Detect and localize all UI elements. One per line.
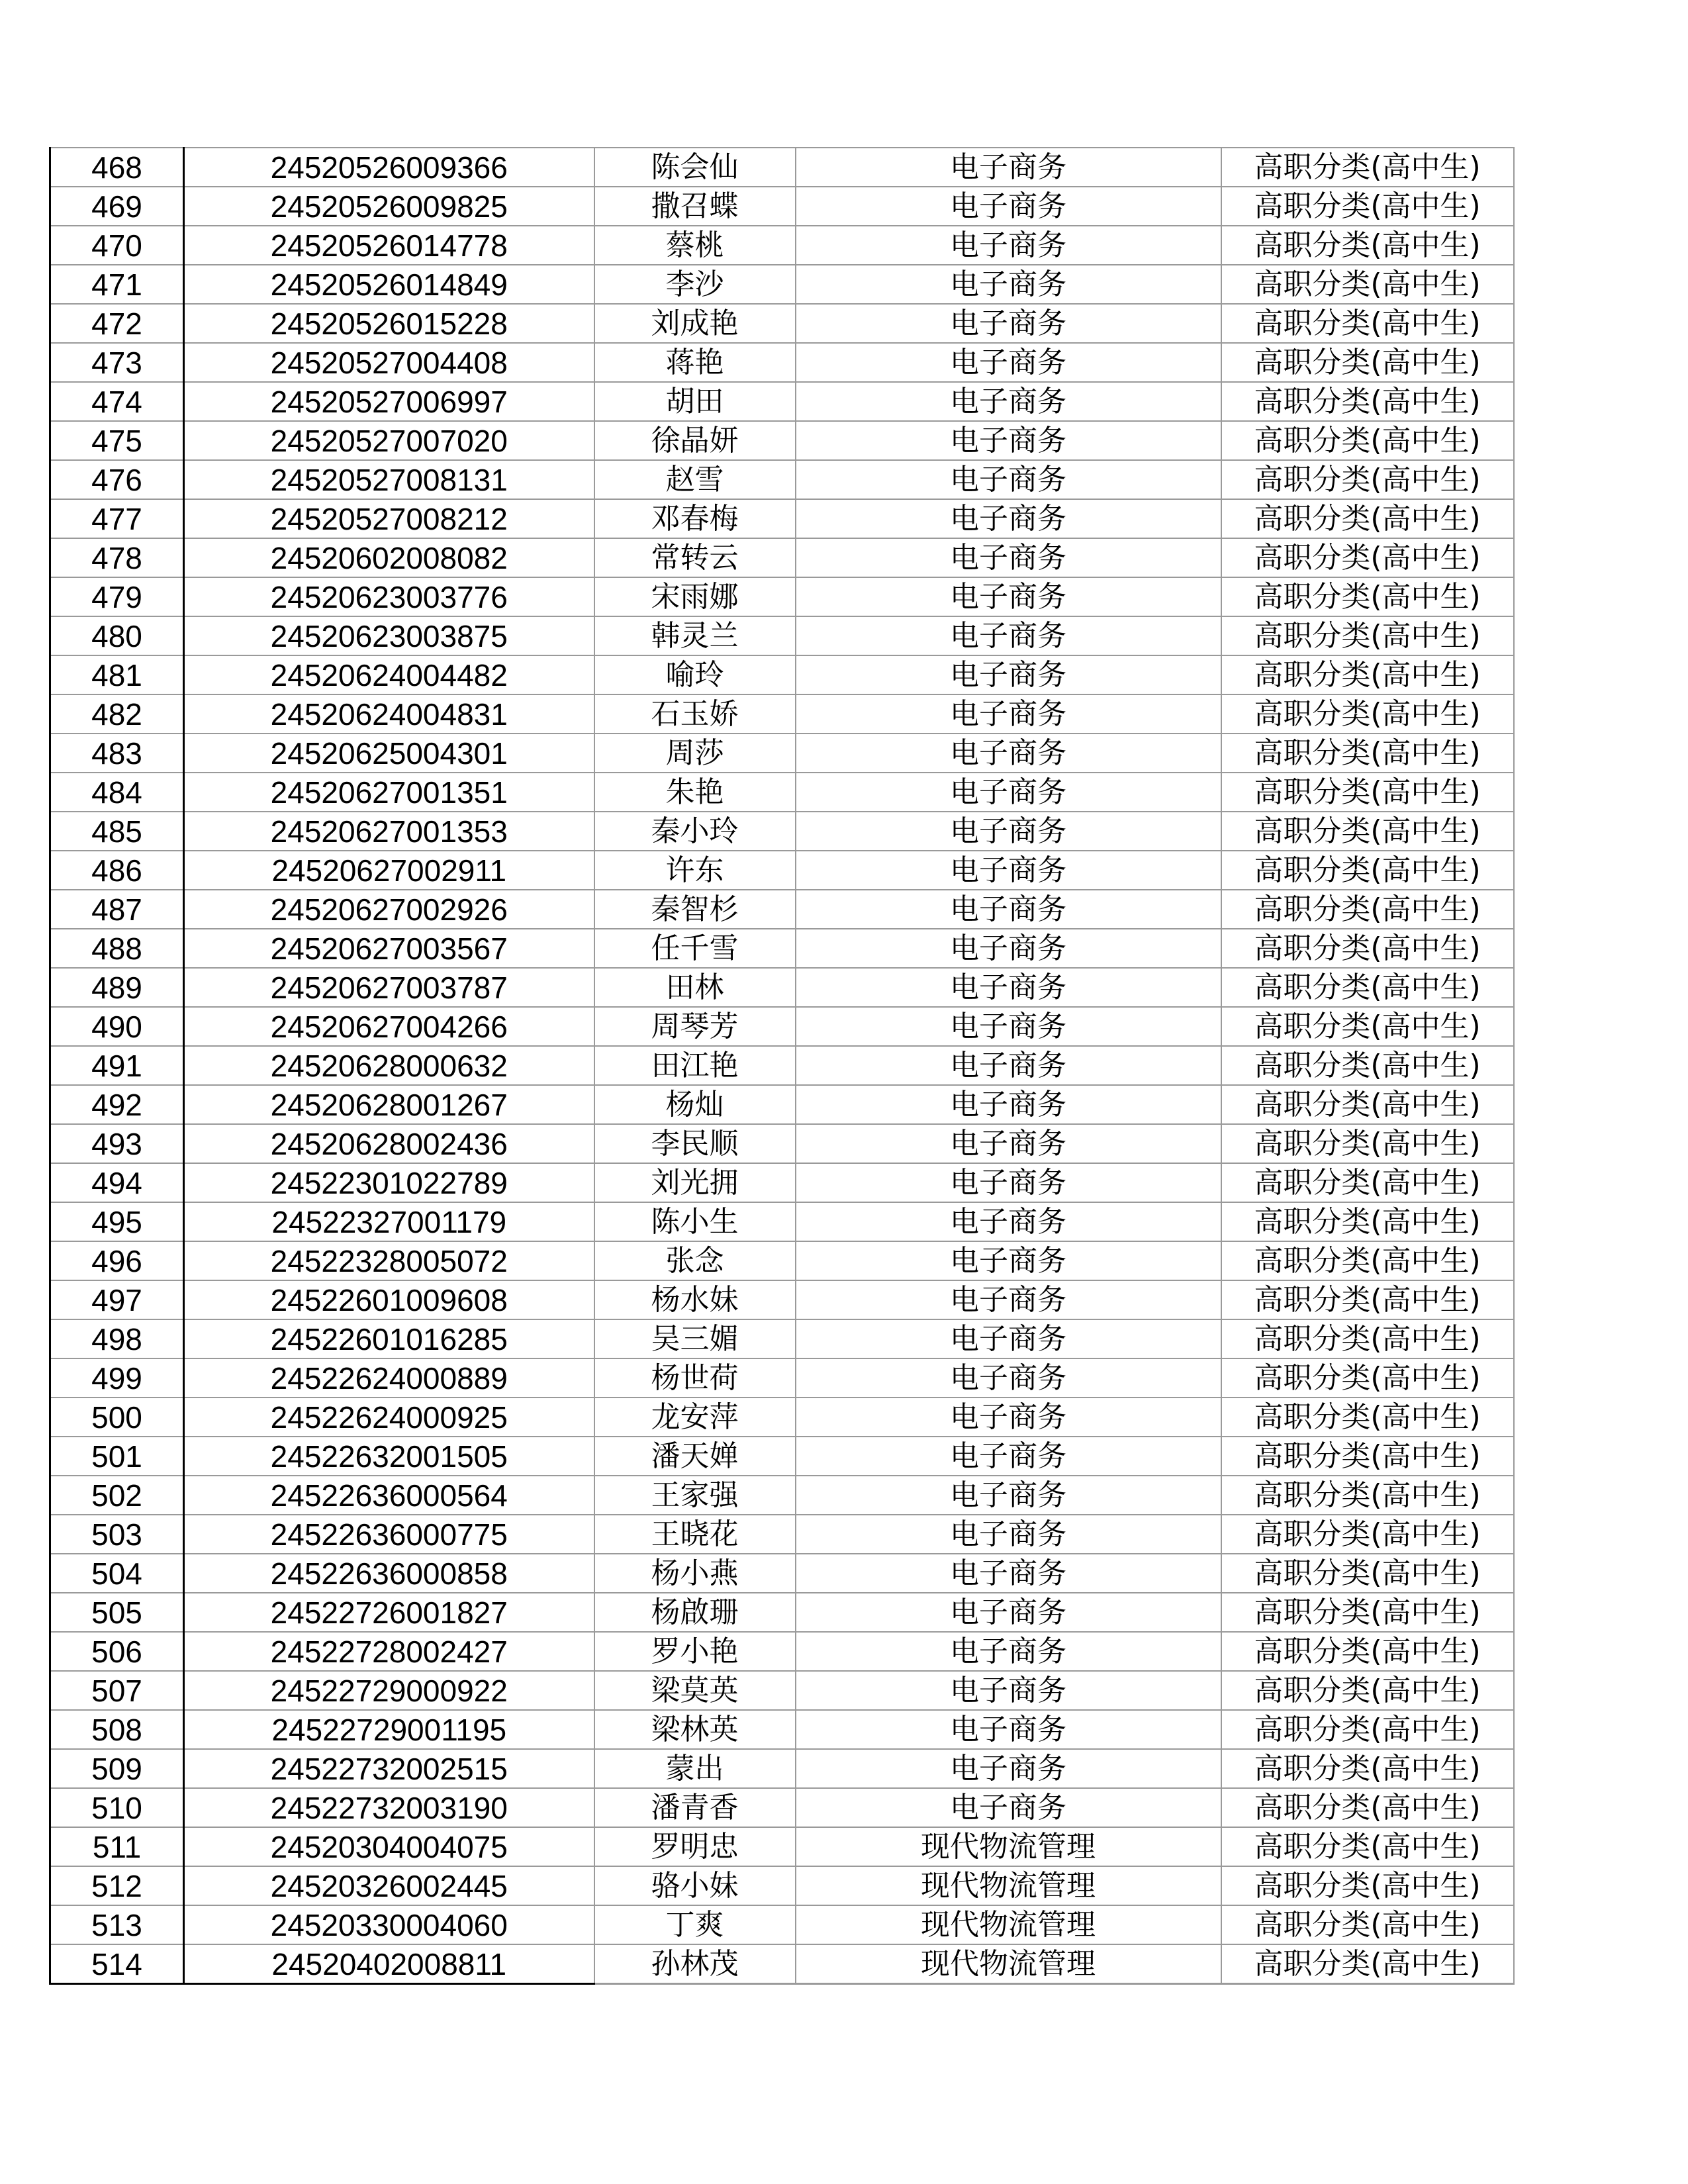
table-row xyxy=(50,226,1514,265)
exam-id-cell: 24520526009825 xyxy=(184,187,594,226)
student-name-cell: 赵雪 xyxy=(594,460,796,499)
student-name-cell: 刘成艳 xyxy=(594,304,796,343)
student-name-cell: 蔡桃 xyxy=(594,226,796,265)
category-cell: 高职分类(高中生) xyxy=(1221,812,1514,851)
seq-number-cell: 510 xyxy=(50,1788,184,1827)
major-cell: 电子商务 xyxy=(796,1515,1221,1554)
seq-number-cell: 485 xyxy=(50,812,184,851)
student-name-cell: 撒召蝶 xyxy=(594,187,796,226)
exam-id-cell: 24522601016285 xyxy=(184,1319,594,1358)
exam-id-cell: 24520402008811 xyxy=(184,1944,594,1984)
major-cell: 电子商务 xyxy=(796,929,1221,968)
table-row xyxy=(50,1944,1514,1984)
table-row xyxy=(50,1398,1514,1437)
major-cell: 电子商务 xyxy=(796,694,1221,734)
seq-number-cell: 472 xyxy=(50,304,184,343)
exam-id-cell: 24520627003787 xyxy=(184,968,594,1007)
major-cell: 电子商务 xyxy=(796,1085,1221,1124)
major-cell: 电子商务 xyxy=(796,1202,1221,1241)
category-cell: 高职分类(高中生) xyxy=(1221,734,1514,773)
table-row xyxy=(50,890,1514,929)
major-cell: 电子商务 xyxy=(796,1749,1221,1788)
exam-id-cell: 24520526014849 xyxy=(184,265,594,304)
category-cell: 高职分类(高中生) xyxy=(1221,968,1514,1007)
seq-number-cell: 486 xyxy=(50,851,184,890)
category-cell: 高职分类(高中生) xyxy=(1221,890,1514,929)
exam-id-cell: 24520627003567 xyxy=(184,929,594,968)
student-name-cell: 杨灿 xyxy=(594,1085,796,1124)
exam-id-cell: 24520526015228 xyxy=(184,304,594,343)
exam-id-cell: 24520330004060 xyxy=(184,1905,594,1944)
student-name-cell: 王家强 xyxy=(594,1476,796,1515)
seq-number-cell: 504 xyxy=(50,1554,184,1593)
exam-id-cell: 24520624004831 xyxy=(184,694,594,734)
exam-id-cell: 24522729001195 xyxy=(184,1710,594,1749)
category-cell: 高职分类(高中生) xyxy=(1221,1593,1514,1632)
table-row xyxy=(50,1671,1514,1710)
student-name-cell: 蒋艳 xyxy=(594,343,796,382)
major-cell: 电子商务 xyxy=(796,1280,1221,1319)
major-cell: 电子商务 xyxy=(796,734,1221,773)
exam-id-cell: 24522636000858 xyxy=(184,1554,594,1593)
exam-id-cell: 24520628001267 xyxy=(184,1085,594,1124)
exam-id-cell: 24522728002427 xyxy=(184,1632,594,1671)
exam-id-cell: 24520627004266 xyxy=(184,1007,594,1046)
table-row xyxy=(50,1319,1514,1358)
major-cell: 电子商务 xyxy=(796,1593,1221,1632)
exam-id-cell: 24520326002445 xyxy=(184,1866,594,1905)
student-name-cell: 田林 xyxy=(594,968,796,1007)
category-cell: 高职分类(高中生) xyxy=(1221,148,1514,187)
seq-number-cell: 496 xyxy=(50,1241,184,1280)
table-row xyxy=(50,421,1514,460)
exam-id-cell: 24522301022789 xyxy=(184,1163,594,1202)
table-row xyxy=(50,187,1514,226)
category-cell: 高职分类(高中生) xyxy=(1221,1202,1514,1241)
student-name-cell: 任千雪 xyxy=(594,929,796,968)
major-cell: 电子商务 xyxy=(796,1046,1221,1085)
student-name-cell: 徐晶妍 xyxy=(594,421,796,460)
table-row xyxy=(50,382,1514,421)
table-row xyxy=(50,1515,1514,1554)
exam-id-cell: 24520304004075 xyxy=(184,1827,594,1866)
major-cell: 电子商务 xyxy=(796,421,1221,460)
seq-number-cell: 500 xyxy=(50,1398,184,1437)
student-name-cell: 邓春梅 xyxy=(594,499,796,538)
category-cell: 高职分类(高中生) xyxy=(1221,577,1514,616)
student-name-cell: 陈会仙 xyxy=(594,148,796,187)
student-name-cell: 宋雨娜 xyxy=(594,577,796,616)
student-name-cell: 李民顺 xyxy=(594,1124,796,1163)
table-row xyxy=(50,343,1514,382)
major-cell: 现代物流管理 xyxy=(796,1905,1221,1944)
seq-number-cell: 493 xyxy=(50,1124,184,1163)
seq-number-cell: 499 xyxy=(50,1358,184,1398)
major-cell: 电子商务 xyxy=(796,1241,1221,1280)
major-cell: 电子商务 xyxy=(796,1437,1221,1476)
seq-number-cell: 482 xyxy=(50,694,184,734)
category-cell: 高职分类(高中生) xyxy=(1221,1554,1514,1593)
category-cell: 高职分类(高中生) xyxy=(1221,773,1514,812)
student-list-table xyxy=(49,147,1515,1985)
table-row xyxy=(50,1827,1514,1866)
major-cell: 电子商务 xyxy=(796,265,1221,304)
seq-number-cell: 494 xyxy=(50,1163,184,1202)
category-cell: 高职分类(高中生) xyxy=(1221,1827,1514,1866)
exam-id-cell: 24520527008212 xyxy=(184,499,594,538)
category-cell: 高职分类(高中生) xyxy=(1221,343,1514,382)
table-row xyxy=(50,1046,1514,1085)
category-cell: 高职分类(高中生) xyxy=(1221,460,1514,499)
seq-number-cell: 483 xyxy=(50,734,184,773)
student-name-cell: 陈小生 xyxy=(594,1202,796,1241)
table-row xyxy=(50,499,1514,538)
table-row xyxy=(50,1866,1514,1905)
seq-number-cell: 487 xyxy=(50,890,184,929)
student-name-cell: 刘光拥 xyxy=(594,1163,796,1202)
category-cell: 高职分类(高中生) xyxy=(1221,694,1514,734)
major-cell: 现代物流管理 xyxy=(796,1866,1221,1905)
table-row xyxy=(50,1476,1514,1515)
table-row xyxy=(50,1710,1514,1749)
exam-id-cell: 24520527004408 xyxy=(184,343,594,382)
category-cell: 高职分类(高中生) xyxy=(1221,187,1514,226)
major-cell: 电子商务 xyxy=(796,1476,1221,1515)
category-cell: 高职分类(高中生) xyxy=(1221,851,1514,890)
table-row xyxy=(50,1007,1514,1046)
table-body xyxy=(50,148,1514,1984)
student-name-cell: 杨小燕 xyxy=(594,1554,796,1593)
exam-id-cell: 24520527008131 xyxy=(184,460,594,499)
seq-number-cell: 508 xyxy=(50,1710,184,1749)
exam-id-cell: 24522732003190 xyxy=(184,1788,594,1827)
table-row xyxy=(50,655,1514,694)
exam-id-cell: 24520627002926 xyxy=(184,890,594,929)
seq-number-cell: 473 xyxy=(50,343,184,382)
category-cell: 高职分类(高中生) xyxy=(1221,1398,1514,1437)
category-cell: 高职分类(高中生) xyxy=(1221,1866,1514,1905)
seq-number-cell: 501 xyxy=(50,1437,184,1476)
exam-id-cell: 24520627001353 xyxy=(184,812,594,851)
table-row xyxy=(50,148,1514,187)
student-name-cell: 石玉娇 xyxy=(594,694,796,734)
student-name-cell: 龙安萍 xyxy=(594,1398,796,1437)
table-row xyxy=(50,1202,1514,1241)
table-row xyxy=(50,265,1514,304)
major-cell: 电子商务 xyxy=(796,812,1221,851)
seq-number-cell: 489 xyxy=(50,968,184,1007)
major-cell: 电子商务 xyxy=(796,460,1221,499)
seq-number-cell: 471 xyxy=(50,265,184,304)
major-cell: 现代物流管理 xyxy=(796,1944,1221,1984)
major-cell: 电子商务 xyxy=(796,1554,1221,1593)
seq-number-cell: 511 xyxy=(50,1827,184,1866)
major-cell: 现代物流管理 xyxy=(796,1827,1221,1866)
student-name-cell: 周琴芳 xyxy=(594,1007,796,1046)
exam-id-cell: 24522729000922 xyxy=(184,1671,594,1710)
table-row xyxy=(50,773,1514,812)
table-row xyxy=(50,538,1514,577)
table-row xyxy=(50,1241,1514,1280)
seq-number-cell: 469 xyxy=(50,187,184,226)
seq-number-cell: 481 xyxy=(50,655,184,694)
student-name-cell: 许东 xyxy=(594,851,796,890)
major-cell: 电子商务 xyxy=(796,968,1221,1007)
category-cell: 高职分类(高中生) xyxy=(1221,226,1514,265)
major-cell: 电子商务 xyxy=(796,1007,1221,1046)
seq-number-cell: 477 xyxy=(50,499,184,538)
student-name-cell: 王晓花 xyxy=(594,1515,796,1554)
exam-id-cell: 24520526009366 xyxy=(184,148,594,187)
student-name-cell: 胡田 xyxy=(594,382,796,421)
table-row xyxy=(50,577,1514,616)
table-row xyxy=(50,1358,1514,1398)
seq-number-cell: 491 xyxy=(50,1046,184,1085)
major-cell: 电子商务 xyxy=(796,1398,1221,1437)
table-row xyxy=(50,1632,1514,1671)
seq-number-cell: 479 xyxy=(50,577,184,616)
seq-number-cell: 468 xyxy=(50,148,184,187)
student-name-cell: 田江艳 xyxy=(594,1046,796,1085)
exam-id-cell: 24520627001351 xyxy=(184,773,594,812)
exam-id-cell: 24522726001827 xyxy=(184,1593,594,1632)
student-name-cell: 喻玲 xyxy=(594,655,796,694)
category-cell: 高职分类(高中生) xyxy=(1221,1437,1514,1476)
major-cell: 电子商务 xyxy=(796,304,1221,343)
major-cell: 电子商务 xyxy=(796,499,1221,538)
table-row xyxy=(50,1905,1514,1944)
seq-number-cell: 509 xyxy=(50,1749,184,1788)
table-row xyxy=(50,851,1514,890)
category-cell: 高职分类(高中生) xyxy=(1221,1671,1514,1710)
seq-number-cell: 513 xyxy=(50,1905,184,1944)
category-cell: 高职分类(高中生) xyxy=(1221,1241,1514,1280)
table-row xyxy=(50,1593,1514,1632)
category-cell: 高职分类(高中生) xyxy=(1221,1358,1514,1398)
student-name-cell: 蒙出 xyxy=(594,1749,796,1788)
category-cell: 高职分类(高中生) xyxy=(1221,538,1514,577)
major-cell: 电子商务 xyxy=(796,1710,1221,1749)
exam-id-cell: 24522624000889 xyxy=(184,1358,594,1398)
major-cell: 电子商务 xyxy=(796,343,1221,382)
category-cell: 高职分类(高中生) xyxy=(1221,1749,1514,1788)
seq-number-cell: 505 xyxy=(50,1593,184,1632)
seq-number-cell: 484 xyxy=(50,773,184,812)
major-cell: 电子商务 xyxy=(796,616,1221,655)
category-cell: 高职分类(高中生) xyxy=(1221,1476,1514,1515)
student-name-cell: 罗明忠 xyxy=(594,1827,796,1866)
major-cell: 电子商务 xyxy=(796,226,1221,265)
category-cell: 高职分类(高中生) xyxy=(1221,1905,1514,1944)
table-row xyxy=(50,460,1514,499)
seq-number-cell: 492 xyxy=(50,1085,184,1124)
table-row xyxy=(50,1163,1514,1202)
major-cell: 电子商务 xyxy=(796,1671,1221,1710)
student-name-cell: 杨世荷 xyxy=(594,1358,796,1398)
student-name-cell: 罗小艳 xyxy=(594,1632,796,1671)
table-row xyxy=(50,616,1514,655)
exam-id-cell: 24522632001505 xyxy=(184,1437,594,1476)
category-cell: 高职分类(高中生) xyxy=(1221,1280,1514,1319)
seq-number-cell: 470 xyxy=(50,226,184,265)
category-cell: 高职分类(高中生) xyxy=(1221,1085,1514,1124)
seq-number-cell: 506 xyxy=(50,1632,184,1671)
exam-id-cell: 24520527006997 xyxy=(184,382,594,421)
exam-id-cell: 24520526014778 xyxy=(184,226,594,265)
category-cell: 高职分类(高中生) xyxy=(1221,382,1514,421)
exam-id-cell: 24520624004482 xyxy=(184,655,594,694)
student-name-cell: 杨水妹 xyxy=(594,1280,796,1319)
seq-number-cell: 474 xyxy=(50,382,184,421)
table-row xyxy=(50,304,1514,343)
seq-number-cell: 495 xyxy=(50,1202,184,1241)
major-cell: 电子商务 xyxy=(796,382,1221,421)
student-name-cell: 韩灵兰 xyxy=(594,616,796,655)
seq-number-cell: 476 xyxy=(50,460,184,499)
category-cell: 高职分类(高中生) xyxy=(1221,616,1514,655)
table-row xyxy=(50,1749,1514,1788)
student-name-cell: 朱艳 xyxy=(594,773,796,812)
exam-id-cell: 24522636000775 xyxy=(184,1515,594,1554)
student-name-cell: 常转云 xyxy=(594,538,796,577)
category-cell: 高职分类(高中生) xyxy=(1221,304,1514,343)
major-cell: 电子商务 xyxy=(796,538,1221,577)
category-cell: 高职分类(高中生) xyxy=(1221,1319,1514,1358)
table-row xyxy=(50,929,1514,968)
exam-id-cell: 24522732002515 xyxy=(184,1749,594,1788)
seq-number-cell: 480 xyxy=(50,616,184,655)
category-cell: 高职分类(高中生) xyxy=(1221,1632,1514,1671)
category-cell: 高职分类(高中生) xyxy=(1221,421,1514,460)
table-row xyxy=(50,1124,1514,1163)
seq-number-cell: 503 xyxy=(50,1515,184,1554)
exam-id-cell: 24522636000564 xyxy=(184,1476,594,1515)
student-name-cell: 周莎 xyxy=(594,734,796,773)
seq-number-cell: 512 xyxy=(50,1866,184,1905)
exam-id-cell: 24522601009608 xyxy=(184,1280,594,1319)
major-cell: 电子商务 xyxy=(796,148,1221,187)
category-cell: 高职分类(高中生) xyxy=(1221,1007,1514,1046)
table-row xyxy=(50,812,1514,851)
student-name-cell: 秦智杉 xyxy=(594,890,796,929)
major-cell: 电子商务 xyxy=(796,851,1221,890)
student-name-cell: 孙林茂 xyxy=(594,1944,796,1984)
student-name-cell: 潘天婵 xyxy=(594,1437,796,1476)
exam-id-cell: 24520625004301 xyxy=(184,734,594,773)
major-cell: 电子商务 xyxy=(796,1319,1221,1358)
student-name-cell: 杨啟珊 xyxy=(594,1593,796,1632)
category-cell: 高职分类(高中生) xyxy=(1221,1944,1514,1984)
exam-id-cell: 24520627002911 xyxy=(184,851,594,890)
student-name-cell: 李沙 xyxy=(594,265,796,304)
table-row xyxy=(50,694,1514,734)
major-cell: 电子商务 xyxy=(796,773,1221,812)
exam-id-cell: 24520628002436 xyxy=(184,1124,594,1163)
category-cell: 高职分类(高中生) xyxy=(1221,499,1514,538)
table-row xyxy=(50,968,1514,1007)
seq-number-cell: 478 xyxy=(50,538,184,577)
table-row xyxy=(50,1085,1514,1124)
student-name-cell: 梁林英 xyxy=(594,1710,796,1749)
exam-id-cell: 24520602008082 xyxy=(184,538,594,577)
seq-number-cell: 507 xyxy=(50,1671,184,1710)
student-name-cell: 梁莫英 xyxy=(594,1671,796,1710)
seq-number-cell: 475 xyxy=(50,421,184,460)
major-cell: 电子商务 xyxy=(796,1632,1221,1671)
exam-id-cell: 24520527007020 xyxy=(184,421,594,460)
category-cell: 高职分类(高中生) xyxy=(1221,1710,1514,1749)
major-cell: 电子商务 xyxy=(796,1163,1221,1202)
exam-id-cell: 24520623003875 xyxy=(184,616,594,655)
category-cell: 高职分类(高中生) xyxy=(1221,1046,1514,1085)
major-cell: 电子商务 xyxy=(796,1124,1221,1163)
seq-number-cell: 497 xyxy=(50,1280,184,1319)
student-name-cell: 秦小玲 xyxy=(594,812,796,851)
exam-id-cell: 24520623003776 xyxy=(184,577,594,616)
exam-id-cell: 24520628000632 xyxy=(184,1046,594,1085)
major-cell: 电子商务 xyxy=(796,1788,1221,1827)
seq-number-cell: 502 xyxy=(50,1476,184,1515)
seq-number-cell: 498 xyxy=(50,1319,184,1358)
table-row xyxy=(50,1788,1514,1827)
student-name-cell: 骆小妹 xyxy=(594,1866,796,1905)
table-row xyxy=(50,734,1514,773)
category-cell: 高职分类(高中生) xyxy=(1221,1788,1514,1827)
major-cell: 电子商务 xyxy=(796,655,1221,694)
table-row xyxy=(50,1554,1514,1593)
category-cell: 高职分类(高中生) xyxy=(1221,1163,1514,1202)
major-cell: 电子商务 xyxy=(796,1358,1221,1398)
student-name-cell: 丁爽 xyxy=(594,1905,796,1944)
seq-number-cell: 490 xyxy=(50,1007,184,1046)
category-cell: 高职分类(高中生) xyxy=(1221,655,1514,694)
major-cell: 电子商务 xyxy=(796,890,1221,929)
student-name-cell: 潘青香 xyxy=(594,1788,796,1827)
exam-id-cell: 24522328005072 xyxy=(184,1241,594,1280)
student-name-cell: 张念 xyxy=(594,1241,796,1280)
table-row xyxy=(50,1437,1514,1476)
seq-number-cell: 488 xyxy=(50,929,184,968)
category-cell: 高职分类(高中生) xyxy=(1221,929,1514,968)
seq-number-cell: 514 xyxy=(50,1944,184,1984)
category-cell: 高职分类(高中生) xyxy=(1221,1515,1514,1554)
major-cell: 电子商务 xyxy=(796,187,1221,226)
major-cell: 电子商务 xyxy=(796,577,1221,616)
category-cell: 高职分类(高中生) xyxy=(1221,265,1514,304)
exam-id-cell: 24522327001179 xyxy=(184,1202,594,1241)
student-name-cell: 吴三媚 xyxy=(594,1319,796,1358)
table-row xyxy=(50,1280,1514,1319)
exam-id-cell: 24522624000925 xyxy=(184,1398,594,1437)
category-cell: 高职分类(高中生) xyxy=(1221,1124,1514,1163)
